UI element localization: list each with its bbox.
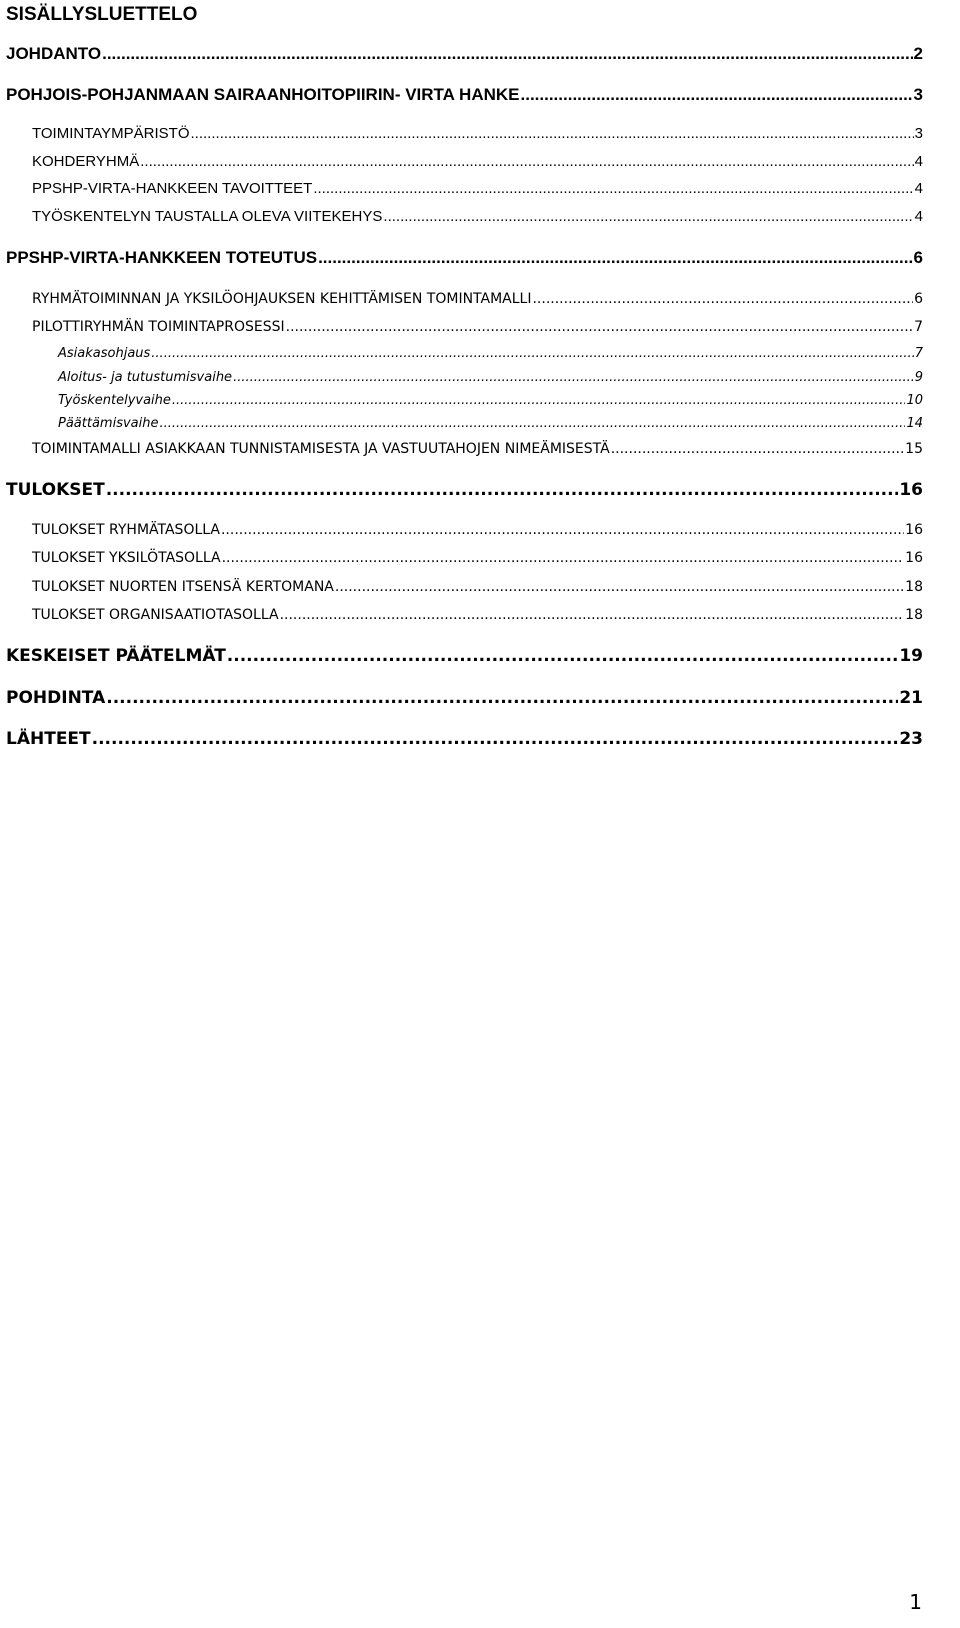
toc-entry-page: 7	[914, 319, 923, 335]
toc-dot-leader	[140, 153, 913, 171]
toc-dot-leader	[318, 248, 912, 268]
toc-entry-page: 9	[914, 370, 923, 385]
toc-entry-page: 21	[899, 688, 923, 708]
toc-entry-johdanto[interactable]	[6, 44, 923, 64]
toc-dot-leader	[313, 180, 913, 198]
toc-entry-paattamisvaihe[interactable]	[58, 416, 923, 432]
toc-entry-page: 14	[906, 416, 923, 431]
toc-entry-toimintaprosessi[interactable]	[32, 318, 923, 336]
toc-entry-label: JOHDANTO	[6, 44, 102, 63]
toc-entry-page: 18	[905, 579, 923, 595]
toc-entry-aloitusvaihe[interactable]	[58, 370, 923, 386]
toc-entry-page: 4	[914, 208, 923, 225]
toc-entry-toteutus[interactable]	[6, 248, 923, 268]
toc-entry-label: Päättämisvaihe	[58, 416, 159, 431]
toc-entry-tulokset-ryhmatasolla[interactable]	[32, 521, 923, 539]
toc-dot-leader	[611, 440, 904, 458]
toc-entry-toimintaymparisto[interactable]	[32, 125, 923, 143]
toc-entry-label: PPSHP-VIRTA-HANKKEEN TAVOITTEET	[32, 180, 313, 197]
toc-entry-page: 16	[899, 480, 923, 500]
toc-entry-label: PPSHP-VIRTA-HANKKEEN TOTEUTUS	[6, 248, 318, 267]
toc-entry-label: TYÖSKENTELYN TAUSTALLA OLEVA VIITEKEHYS	[32, 208, 383, 225]
toc-entry-tomintamalli[interactable]	[32, 290, 923, 308]
toc-entry-page: 6	[914, 291, 923, 307]
toc-dot-leader	[383, 208, 913, 226]
toc-entry-lahteet[interactable]	[6, 729, 923, 749]
toc-entry-page: 6	[913, 248, 923, 267]
toc-entry-label: TULOKSET RYHMÄTASOLLA	[32, 522, 220, 538]
toc-entry-pohdinta[interactable]	[6, 688, 923, 708]
toc-entry-page: 4	[914, 153, 923, 170]
toc-dot-leader	[191, 125, 914, 143]
toc-entry-label: KOHDERYHMÄ	[32, 153, 140, 170]
toc-dot-leader	[160, 416, 906, 432]
toc-entry-page: 4	[914, 180, 923, 197]
toc-entry-label: Työskentelyvaihe	[58, 393, 171, 408]
toc-entry-label: POHJOIS-POHJANMAAN SAIRAANHOITOPIIRIN- VIRTA HANKE	[6, 85, 520, 104]
toc-entry-label: Asiakasohjaus	[58, 346, 151, 361]
toc-dot-leader	[227, 646, 899, 666]
toc-entry-label: KESKEISET PÄÄTELMÄT	[6, 646, 226, 666]
toc-dot-leader	[532, 290, 913, 308]
toc-entry-page: 10	[906, 393, 923, 408]
toc-entry-page: 15	[905, 441, 923, 457]
toc-dot-leader	[151, 346, 913, 362]
toc-entry-tulokset-organisaatiotasolla[interactable]	[32, 606, 923, 624]
toc-entry-page: 23	[899, 729, 923, 749]
toc-dot-leader	[92, 729, 899, 749]
toc-entry-label: Aloitus- ja tutustumisvaihe	[58, 370, 233, 385]
toc-entry-viitekehys[interactable]	[32, 208, 923, 226]
toc-entry-page: 2	[913, 44, 923, 63]
toc-entry-label: TULOKSET YKSILÖTASOLLA	[32, 550, 221, 566]
toc-entry-tulokset[interactable]	[6, 480, 923, 500]
toc-dot-leader	[106, 688, 898, 708]
toc-entry-asiakasohjaus[interactable]	[58, 346, 923, 362]
toc-entry-asiakkaan-tunnistaminen[interactable]	[32, 440, 923, 458]
toc-entry-label: POHDINTA	[6, 688, 106, 708]
toc-entry-label: TOIMINTAYMPÄRISTÖ	[32, 125, 190, 142]
toc-entry-kohderyhma[interactable]	[32, 153, 923, 171]
toc-dot-leader	[280, 606, 905, 624]
toc-dot-leader	[221, 521, 904, 539]
toc-entry-label: TULOKSET	[6, 480, 105, 500]
page-number: 1	[909, 1590, 922, 1614]
toc-dot-leader	[172, 393, 906, 409]
toc-entry-tavoitteet[interactable]	[32, 180, 923, 198]
toc-entry-page: 3	[913, 85, 923, 104]
toc-entry-page: 19	[899, 646, 923, 666]
toc-entry-page: 16	[905, 522, 923, 538]
toc-entry-tyoskentelyvaihe[interactable]	[58, 393, 923, 409]
toc-entry-keskeiset-paatelmat[interactable]	[6, 646, 923, 666]
toc-dot-leader	[286, 318, 913, 336]
toc-dot-leader	[106, 480, 899, 500]
toc-entry-label: TOIMINTAMALLI ASIAKKAAN TUNNISTAMISESTA JA VASTUUTAHOJEN NIMEÄMISESTÄ	[32, 441, 610, 457]
toc-entry-tulokset-yksilotasolla[interactable]	[32, 549, 923, 567]
toc-entry-page: 18	[905, 607, 923, 623]
toc-entry-page: 3	[914, 125, 923, 142]
toc-dot-leader	[233, 370, 914, 386]
toc-entry-page: 16	[905, 550, 923, 566]
toc-entry-label: RYHMÄTOIMINNAN JA YKSILÖOHJAUKSEN KEHITTÄMISEN TOMINTAMALLI	[32, 291, 532, 307]
toc-entry-label: PILOTTIRYHMÄN TOIMINTAPROSESSI	[32, 319, 285, 335]
toc-dot-leader	[521, 85, 913, 105]
toc-entry-tulokset-nuorten[interactable]	[32, 578, 923, 596]
toc-dot-leader	[102, 44, 912, 64]
toc-entry-label: LÄHTEET	[6, 729, 91, 749]
toc-dot-leader	[222, 549, 905, 567]
toc-title: SISÄLLYSLUETTELO	[6, 4, 198, 25]
toc-dot-leader	[335, 578, 904, 596]
toc-entry-virta-hanke[interactable]	[6, 85, 923, 105]
toc-entry-label: TULOKSET ORGANISAATIOTASOLLA	[32, 607, 279, 623]
toc-entry-label: TULOKSET NUORTEN ITSENSÄ KERTOMANA	[32, 579, 334, 595]
toc-entry-page: 7	[914, 346, 923, 361]
